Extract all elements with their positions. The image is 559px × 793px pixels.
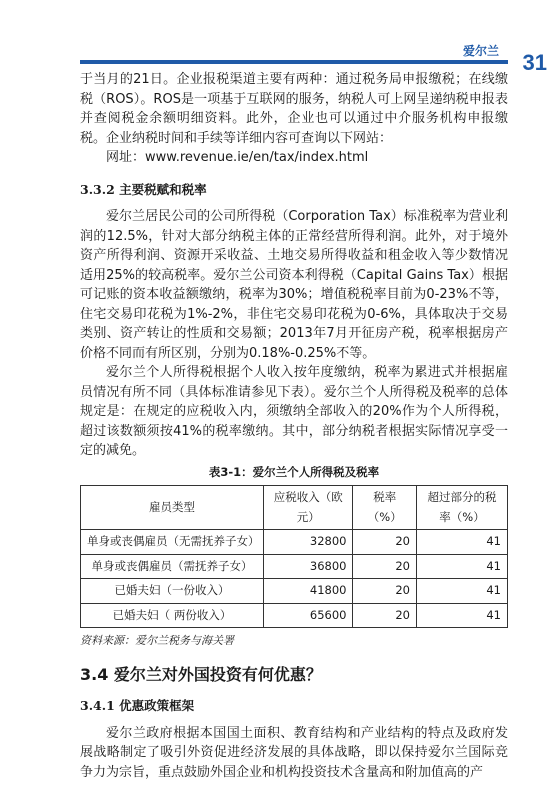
employee-type-cell: 已婚夫妇（ 两份收入） <box>81 603 264 628</box>
section-heading-3-4-1: 3.4.1 优惠政策框架 <box>80 698 195 713</box>
income-cell: 36800 <box>264 554 353 579</box>
employee-type-cell: 单身或丧偶雇员（无需抚养子女） <box>81 530 264 555</box>
excess-rate-cell: 41 <box>417 603 508 628</box>
column-header-excess-rate: 超过部分的税率（%） <box>417 486 508 530</box>
corporate-tax-paragraph: 爱尔兰居民公司的公司所得税（Corporation Tax）标准税率为营业利润的12.5%，针对大部分纳税主体的正常经营所得利润。此外，对于境外资产所得利润、资源开采收益、土地交易所得收益和租金收入等少数情况适用25%的较高税率。爱尔兰公司资本利得税（Capital Gains Tax）根据可记账的资本收益额缴纳，税率为30%；增值税税率目前为0-23%不等，住宅交易印花税为1%-2%，非住宅交易印花税为0-6%，具体取决于交易类别、资产转让的性质和交易额；2013年7月开征房产税，税率根据房产价格不同而有所区别，分别为0.18%-0.25%不等。 <box>80 209 508 361</box>
rate-cell: 20 <box>353 554 417 579</box>
column-header-tax-rate: 税率（%） <box>353 486 417 530</box>
income-tax-paragraph: 爱尔兰个人所得税根据个人收入按年度缴纳，税率为累进式并根据雇员情况有所不同（具体标准请参见下表）。爱尔兰个人所得税及税率的总体规定是：在规定的应税收入内，须缴纳全部收入的20%作为个人所得税，超过该数额须按41%的税率缴纳。其中，部分纳税者根据实际情况享受一定的减免。 <box>80 365 508 458</box>
table-row <box>81 554 508 579</box>
column-header-employee-type: 雇员类型 <box>81 486 264 530</box>
running-header: 爱尔兰 <box>462 44 499 58</box>
excess-rate-cell: 41 <box>417 554 508 579</box>
table-row <box>81 603 508 628</box>
website-link[interactable]: 网址：www.revenue.ie/en/tax/index.html <box>106 150 369 165</box>
excess-rate-cell: 41 <box>417 579 508 604</box>
column-header-taxable-income: 应税收入（欧元） <box>264 486 353 530</box>
intro-paragraph: 于当月的21日。企业报税渠道主要有两种：通过税务局申报缴税；在线缴税（ROS）。ROS是一项基于互联网的服务，纳税人可上网呈递纳税申报表并查阅税金余额明细资料。此外，企业也可以通过中介服务机构申报缴税。企业纳税时间和手续等详细内容可查询以下网站： <box>80 72 508 146</box>
table-row <box>81 579 508 604</box>
incentive-policy-paragraph: 爱尔兰政府根据本国国土面积、教育结构和产业结构的特点及政府发展战略制定了吸引外资促进经济发展的具体战略，即以保持爱尔兰国际竞争力为宗旨，重点鼓励外国企业和机构投资技术含量高和附加值高的产 <box>80 725 508 780</box>
table-caption: 表3-1：爱尔兰个人所得税及税率 <box>208 464 380 479</box>
table-header-row <box>81 486 508 530</box>
section-heading-3-3-2: 3.3.2 主要税赋和税率 <box>80 181 207 197</box>
income-cell: 41800 <box>264 579 353 604</box>
rate-cell: 20 <box>353 603 417 628</box>
excess-rate-cell: 41 <box>417 530 508 555</box>
income-cell: 32800 <box>264 530 353 555</box>
income-tax-table <box>80 485 508 628</box>
page-number: 31 <box>522 50 547 75</box>
rate-cell: 20 <box>353 579 417 604</box>
employee-type-cell: 已婚夫妇（一份收入） <box>81 579 264 604</box>
income-cell: 65600 <box>264 603 353 628</box>
table-source-note: 资料来源：爱尔兰税务与海关署 <box>80 634 234 647</box>
rate-cell: 20 <box>353 530 417 555</box>
header-rule <box>80 60 508 64</box>
page-content <box>80 70 508 782</box>
table-row <box>81 530 508 555</box>
section-heading-3-4: 3.4 爱尔兰对外国投资有何优惠？ <box>80 664 322 684</box>
employee-type-cell: 单身或丧偶雇员（需抚养子女） <box>81 554 264 579</box>
